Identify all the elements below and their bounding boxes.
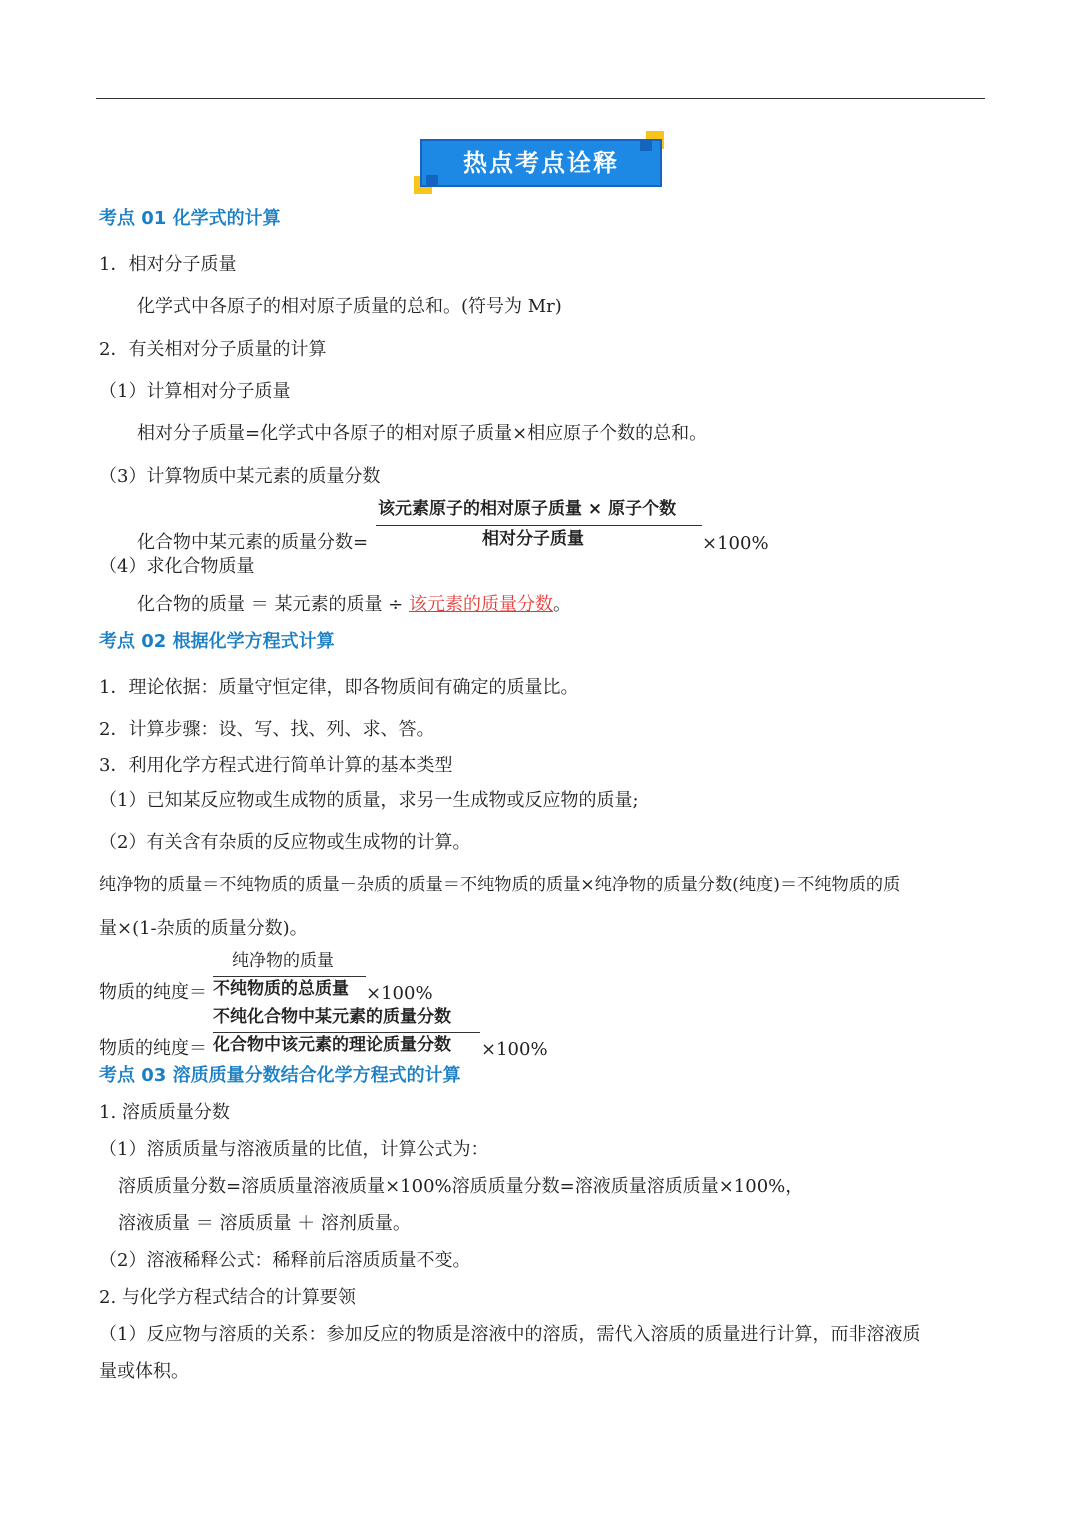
- s1-line-6: （3）计算物质中某元素的质量分数: [99, 466, 381, 487]
- section-title-01: 考点 01 化学式的计算: [99, 208, 281, 229]
- mass-fraction-denominator: 相对分子质量: [482, 529, 584, 549]
- s1-line-8: [137, 596, 571, 614]
- s3-line-7: （1）反应物与溶质的关系：参加反应的物质是溶液中的溶质，需代入溶质的质量进行计算，而非溶液质: [99, 1324, 921, 1345]
- s2-line-6: 纯净物的质量＝不纯物质的质量－杂质的质量＝不纯物质的质量×纯净物的质量分数(纯度)＝不纯物质的质: [99, 875, 901, 895]
- purity2-numerator: 不纯化合物中某元素的质量分数: [213, 1007, 451, 1027]
- purity2-label: 物质的纯度＝: [99, 1038, 207, 1059]
- purity-suffix: ×100%: [366, 983, 433, 1004]
- section-title-03: 考点 03 溶质质量分数结合化学方程式的计算: [99, 1065, 461, 1086]
- header-rule: [96, 98, 985, 99]
- mass-fraction-label: 化合物中某元素的质量分数=: [137, 532, 369, 553]
- s1-line-8-text: 化合物的质量 ＝ 某元素的质量 ÷: [137, 594, 409, 615]
- s1-line-5: 相对分子质量=化学式中各原子的相对原子质量×相应原子个数的总和。: [137, 423, 708, 444]
- s3-line-6: 2. 与化学方程式结合的计算要领: [99, 1287, 356, 1308]
- section-title-02: 考点 02 根据化学方程式计算: [99, 631, 335, 652]
- fraction-bar: [213, 976, 366, 977]
- s1-line-3: 2．有关相对分子质量的计算: [99, 339, 327, 360]
- s1-line-8-end: 。: [552, 594, 571, 615]
- mass-fraction-numerator: 该元素原子的相对原子质量 × 原子个数: [378, 499, 677, 519]
- s2-line-3: 3．利用化学方程式进行简单计算的基本类型: [99, 755, 453, 776]
- mass-fraction-suffix: ×100%: [702, 533, 769, 554]
- s3-line-2: （1）溶质质量与溶液质量的比值，计算公式为：: [99, 1139, 489, 1160]
- s2-line-4: （1）已知某反应物或生成物的质量，求另一生成物或反应物的质量;: [99, 790, 639, 811]
- s2-line-5: （2）有关含有杂质的反应物或生成物的计算。: [99, 832, 471, 853]
- purity-numerator: 纯净物的质量: [232, 951, 334, 971]
- s3-line-3: 溶质质量分数=溶质质量溶液质量×100%溶质质量分数=溶液质量溶质质量×100%，: [118, 1176, 804, 1197]
- s3-line-1: 1. 溶质质量分数: [99, 1102, 230, 1123]
- banner-corner-square: [426, 175, 438, 187]
- s1-line-4: （1）计算相对分子质量: [99, 381, 291, 402]
- purity2-denominator: 化合物中该元素的理论质量分数: [213, 1035, 451, 1055]
- fraction-bar: [376, 525, 702, 526]
- purity2-suffix: ×100%: [481, 1039, 548, 1060]
- purity-denominator: 不纯物质的总质量: [213, 979, 349, 999]
- s2-line-2: 2．计算步骤：设、写、找、列、求、答。: [99, 719, 435, 740]
- purity-label: 物质的纯度＝: [99, 982, 207, 1003]
- s2-line-7: 量×(1-杂质的质量分数)。: [99, 918, 308, 939]
- s1-line-1: 1．相对分子质量: [99, 254, 237, 275]
- highlight-mass-fraction: 该元素的质量分数: [408, 594, 553, 615]
- banner-title: 热点考点诠释: [420, 139, 662, 187]
- s3-line-4: 溶液质量 ＝ 溶质质量 ＋ 溶剂质量。: [118, 1213, 411, 1234]
- s1-line-7: （4）求化合物质量: [99, 556, 255, 577]
- fraction-bar: [213, 1032, 480, 1033]
- s2-line-1: 1．理论依据：质量守恒定律，即各物质间有确定的质量比。: [99, 677, 579, 698]
- s3-line-8: 量或体积。: [99, 1361, 189, 1382]
- s1-line-2: 化学式中各原子的相对原子质量的总和。(符号为 Mr): [137, 296, 562, 317]
- banner-corner-square: [640, 139, 652, 151]
- s3-line-5: （2）溶液稀释公式：稀释前后溶质质量不变。: [99, 1250, 471, 1271]
